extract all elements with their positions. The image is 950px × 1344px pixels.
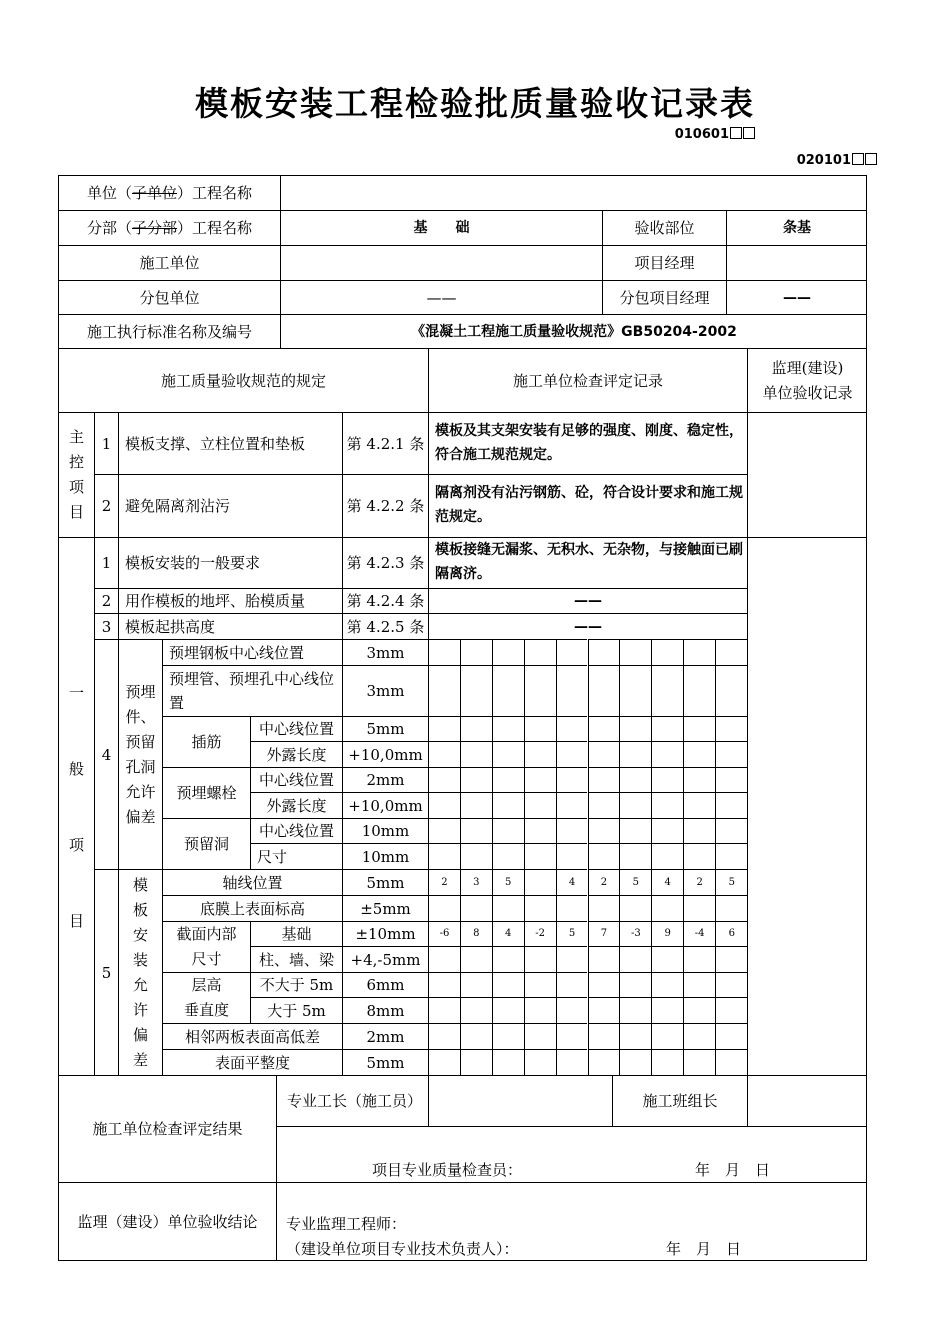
measurement-cell[interactable] bbox=[588, 792, 620, 818]
measurement-cell[interactable] bbox=[460, 972, 492, 997]
measurement-cell[interactable] bbox=[683, 741, 715, 767]
general-item-clause: 第 4.2.4 条 bbox=[342, 588, 428, 613]
sub-pm-label: 分包项目经理 bbox=[602, 280, 726, 314]
general-item-result[interactable]: 模板接缝无漏浆、无积水、无杂物，与接触面已刷隔离济。 bbox=[428, 537, 747, 588]
measurement-cell[interactable] bbox=[683, 1049, 715, 1075]
measurement-cell[interactable] bbox=[460, 895, 492, 921]
measurement-cell[interactable] bbox=[524, 1049, 556, 1075]
measurement-cell[interactable] bbox=[619, 792, 651, 818]
section-label: 截面内部 尺寸 bbox=[162, 921, 250, 972]
contractor-result-label: 施工单位检查评定结果 bbox=[58, 1075, 276, 1182]
page-title: 模板安装工程检验批质量验收记录表 bbox=[195, 84, 755, 123]
measurement-cell[interactable]: 4 bbox=[651, 869, 683, 895]
measurement-cell[interactable] bbox=[524, 767, 556, 792]
measurement-cell[interactable] bbox=[428, 997, 460, 1023]
measurement-cell[interactable] bbox=[524, 972, 556, 997]
measurement-cell[interactable] bbox=[524, 716, 556, 741]
measurement-cell[interactable]: 3 bbox=[460, 869, 492, 895]
bolt-center-label: 中心线位置 bbox=[250, 767, 342, 792]
measurement-cell[interactable] bbox=[715, 997, 747, 1023]
measurement-cell[interactable]: 2 bbox=[588, 869, 620, 895]
axis-tol: 5mm bbox=[342, 869, 428, 895]
measurement-cell[interactable] bbox=[492, 818, 524, 843]
measurement-cell[interactable]: -3 bbox=[619, 921, 651, 946]
measurement-cell[interactable] bbox=[492, 741, 524, 767]
measurement-cell[interactable] bbox=[588, 997, 620, 1023]
check-header: 施工单位检查评定记录 bbox=[428, 348, 747, 412]
main-item-name: 模板支撑、立柱位置和垫板 bbox=[118, 412, 342, 474]
main-items-label: 主 控 项 目 bbox=[58, 412, 94, 537]
measurement-cell[interactable] bbox=[524, 792, 556, 818]
measurement-cell[interactable]: 8 bbox=[460, 921, 492, 946]
measurement-cell[interactable] bbox=[460, 997, 492, 1023]
foreman-value[interactable] bbox=[428, 1075, 612, 1126]
flat-tol: 5mm bbox=[342, 1049, 428, 1075]
measurement-cell[interactable] bbox=[460, 946, 492, 972]
measurement-cell[interactable]: 7 bbox=[588, 921, 620, 946]
measurement-cell[interactable] bbox=[524, 665, 556, 716]
subcontractor-label: 分包单位 bbox=[58, 280, 280, 314]
measurement-cell[interactable] bbox=[588, 1049, 620, 1075]
main-item-result[interactable]: 隔离剂没有沾污钢筋、砼，符合设计要求和施工规范规定。 bbox=[428, 474, 747, 537]
item5-label: 模 板 安 装 允 许 偏 差 bbox=[118, 869, 162, 1075]
foundation-tol: ±10mm bbox=[342, 921, 428, 946]
hole-size-tol: 10mm bbox=[342, 843, 428, 869]
measurement-cell[interactable] bbox=[428, 946, 460, 972]
measurement-cell[interactable] bbox=[524, 946, 556, 972]
bolt-label: 预埋螺栓 bbox=[162, 767, 250, 818]
measurement-cell[interactable] bbox=[524, 818, 556, 843]
measurement-cell[interactable] bbox=[492, 665, 524, 716]
measurement-cell[interactable] bbox=[460, 639, 492, 665]
measurement-cell[interactable] bbox=[524, 869, 556, 895]
accept-part-label: 验收部位 bbox=[602, 210, 726, 245]
measurement-cell[interactable] bbox=[619, 665, 651, 716]
bottom-tol: ±5mm bbox=[342, 895, 428, 921]
measurement-cell[interactable] bbox=[651, 895, 683, 921]
measurement-cell[interactable] bbox=[524, 843, 556, 869]
bolt-expose-tol: +10,0mm bbox=[342, 792, 428, 818]
measurement-cell[interactable] bbox=[556, 843, 588, 869]
measurement-cell[interactable] bbox=[651, 818, 683, 843]
measurement-cell[interactable] bbox=[683, 843, 715, 869]
rebar-center-tol: 5mm bbox=[342, 716, 428, 741]
measurement-cell[interactable] bbox=[588, 946, 620, 972]
measurement-cell[interactable] bbox=[492, 895, 524, 921]
measurement-cell[interactable] bbox=[460, 1049, 492, 1075]
measurement-cell[interactable] bbox=[715, 946, 747, 972]
measurement-cell[interactable] bbox=[524, 639, 556, 665]
measurement-cell[interactable] bbox=[460, 716, 492, 741]
rebar-center-label: 中心线位置 bbox=[250, 716, 342, 741]
measurement-cell[interactable] bbox=[588, 1023, 620, 1049]
measurement-cell[interactable]: 6 bbox=[715, 921, 747, 946]
measurement-cell[interactable] bbox=[588, 741, 620, 767]
measurement-cell[interactable] bbox=[683, 639, 715, 665]
measurement-cell[interactable] bbox=[651, 997, 683, 1023]
measurement-cell[interactable] bbox=[556, 792, 588, 818]
bolt-center-tol: 2mm bbox=[342, 767, 428, 792]
measurement-cell[interactable] bbox=[651, 716, 683, 741]
measurement-cell[interactable] bbox=[524, 1023, 556, 1049]
general-item-clause: 第 4.2.5 条 bbox=[342, 613, 428, 639]
main-item-name: 避免隔离剂沾污 bbox=[118, 474, 342, 537]
hole-size-label: 尺寸 bbox=[250, 843, 342, 869]
measurement-cell[interactable] bbox=[651, 767, 683, 792]
measurement-cell[interactable] bbox=[460, 818, 492, 843]
unit-name-value[interactable] bbox=[280, 175, 867, 210]
measurement-cell[interactable] bbox=[683, 792, 715, 818]
measurement-cell[interactable] bbox=[492, 792, 524, 818]
measurement-cell[interactable] bbox=[428, 1049, 460, 1075]
measurement-cell[interactable] bbox=[715, 716, 747, 741]
main-item-no: 2 bbox=[94, 474, 118, 537]
measurement-cell[interactable] bbox=[492, 997, 524, 1023]
part-name-value[interactable]: 基 础 bbox=[280, 210, 602, 245]
measurement-cell[interactable] bbox=[619, 639, 651, 665]
measurement-cell[interactable] bbox=[492, 843, 524, 869]
standard-label: 施工执行标准名称及编号 bbox=[58, 314, 280, 348]
measurement-cell[interactable] bbox=[428, 792, 460, 818]
measurement-cell[interactable] bbox=[683, 946, 715, 972]
measurement-cell[interactable] bbox=[428, 895, 460, 921]
measurement-cell[interactable] bbox=[651, 639, 683, 665]
spec-header: 施工质量验收规范的规定 bbox=[58, 348, 428, 412]
measurement-cell[interactable] bbox=[428, 639, 460, 665]
supervise-conclusion-label: 监理（建设）单位验收结论 bbox=[58, 1182, 276, 1261]
measurement-cell[interactable] bbox=[460, 741, 492, 767]
measurement-cell[interactable]: 4 bbox=[556, 869, 588, 895]
foreman-label: 专业工长（施工员） bbox=[276, 1075, 428, 1126]
measurement-cell[interactable] bbox=[683, 1023, 715, 1049]
measurement-cell[interactable] bbox=[588, 843, 620, 869]
general-item-name: 模板安装的一般要求 bbox=[118, 537, 342, 588]
form-code-1: 010601 bbox=[675, 127, 755, 142]
measurement-cell[interactable] bbox=[715, 818, 747, 843]
measurement-cell[interactable] bbox=[556, 716, 588, 741]
flat-label: 表面平整度 bbox=[162, 1049, 342, 1075]
main-item-no: 1 bbox=[94, 412, 118, 474]
team-leader-value[interactable] bbox=[747, 1075, 867, 1126]
foundation-label: 基础 bbox=[250, 921, 342, 946]
measurement-cell[interactable] bbox=[556, 665, 588, 716]
rebar-label: 插筋 bbox=[162, 716, 250, 767]
measurement-cell[interactable] bbox=[556, 895, 588, 921]
le5-tol: 6mm bbox=[342, 972, 428, 997]
supervise-header: 监理(建设) 单位验收记录 bbox=[747, 348, 867, 412]
measurement-cell[interactable] bbox=[715, 1049, 747, 1075]
measurement-cell[interactable] bbox=[619, 818, 651, 843]
general-item-result[interactable]: —— bbox=[428, 588, 747, 613]
measurement-cell[interactable] bbox=[651, 1049, 683, 1075]
measurement-cell[interactable] bbox=[715, 741, 747, 767]
adjacent-label: 相邻两板表面高低差 bbox=[162, 1023, 342, 1049]
measurement-cell[interactable] bbox=[588, 639, 620, 665]
measurement-cell[interactable] bbox=[460, 1023, 492, 1049]
contractor-label: 施工单位 bbox=[58, 245, 280, 280]
measurement-cell[interactable] bbox=[588, 972, 620, 997]
measurement-cell[interactable]: -4 bbox=[683, 921, 715, 946]
measurement-cell[interactable] bbox=[651, 843, 683, 869]
rebar-expose-tol: +10,0mm bbox=[342, 741, 428, 767]
embed-plate-tol: 3mm bbox=[342, 639, 428, 665]
adjacent-tol: 2mm bbox=[342, 1023, 428, 1049]
engineer-label: 专业监理工程师： bbox=[286, 1215, 407, 1233]
measurement-cell[interactable] bbox=[619, 843, 651, 869]
bottom-label: 底膜上表面标高 bbox=[162, 895, 342, 921]
measurement-cell[interactable] bbox=[556, 818, 588, 843]
measurement-cell[interactable]: -6 bbox=[428, 921, 460, 946]
team-leader-label: 施工班组长 bbox=[612, 1075, 747, 1126]
measurement-cell[interactable] bbox=[556, 1023, 588, 1049]
measurement-cell[interactable] bbox=[492, 972, 524, 997]
measurement-cell[interactable] bbox=[683, 818, 715, 843]
measurement-cell[interactable] bbox=[428, 1023, 460, 1049]
axis-label: 轴线位置 bbox=[162, 869, 342, 895]
general-item-clause: 第 4.2.3 条 bbox=[342, 537, 428, 588]
sub-pm-value[interactable]: —— bbox=[726, 280, 867, 314]
general-item-no: 2 bbox=[94, 588, 118, 613]
embed-pipe-tol: 3mm bbox=[342, 665, 428, 716]
measurement-cell[interactable] bbox=[492, 716, 524, 741]
measurement-cell[interactable] bbox=[715, 792, 747, 818]
measurement-cell[interactable] bbox=[619, 741, 651, 767]
measurement-cell[interactable] bbox=[556, 1049, 588, 1075]
measurement-cell[interactable]: 5 bbox=[619, 869, 651, 895]
measurement-cell[interactable] bbox=[524, 741, 556, 767]
measurement-cell[interactable] bbox=[556, 946, 588, 972]
item4-no: 4 bbox=[94, 639, 118, 869]
measurement-cell[interactable] bbox=[619, 716, 651, 741]
measurement-cell[interactable] bbox=[619, 997, 651, 1023]
measurement-cell[interactable] bbox=[683, 665, 715, 716]
measurement-cell[interactable] bbox=[651, 741, 683, 767]
measurement-cell[interactable] bbox=[428, 716, 460, 741]
measurement-cell[interactable] bbox=[524, 997, 556, 1023]
le5-label: 不大于 5m bbox=[250, 972, 342, 997]
form-code-2: 020101 bbox=[797, 153, 877, 168]
pm-label: 项目经理 bbox=[602, 245, 726, 280]
measurement-cell[interactable] bbox=[428, 843, 460, 869]
measurement-cell[interactable] bbox=[460, 665, 492, 716]
standard-value[interactable]: 《混凝土工程施工质量验收规范》GB50204-2002 bbox=[280, 314, 867, 348]
measurement-cell[interactable] bbox=[619, 1023, 651, 1049]
general-item-name: 用作模板的地坪、胎模质量 bbox=[118, 588, 342, 613]
measurement-cell[interactable] bbox=[588, 895, 620, 921]
measurement-cell[interactable]: 2 bbox=[683, 869, 715, 895]
item5-no: 5 bbox=[94, 869, 118, 1075]
measurement-cell[interactable] bbox=[619, 972, 651, 997]
general-item-no: 3 bbox=[94, 613, 118, 639]
hole-center-label: 中心线位置 bbox=[250, 818, 342, 843]
owner-rep-label: （建设单位项目专业技术负责人）： bbox=[286, 1240, 519, 1258]
main-items-supervise[interactable] bbox=[747, 412, 867, 537]
general-item-name: 模板起拱高度 bbox=[118, 613, 342, 639]
measurement-cell[interactable] bbox=[715, 972, 747, 997]
measurement-cell[interactable] bbox=[619, 895, 651, 921]
measurement-cell[interactable] bbox=[683, 767, 715, 792]
measurement-cell[interactable] bbox=[492, 767, 524, 792]
item4-label: 预埋 件、 预留 孔洞 允许 偏差 bbox=[118, 639, 162, 869]
accept-part-value[interactable]: 条基 bbox=[726, 210, 867, 245]
measurement-cell[interactable] bbox=[683, 997, 715, 1023]
measurement-cell[interactable] bbox=[460, 843, 492, 869]
general-items-label: 一 般 项 目 bbox=[58, 537, 94, 1075]
measurement-cell[interactable] bbox=[492, 1049, 524, 1075]
measurement-cell[interactable]: 5 bbox=[492, 869, 524, 895]
pm-value[interactable] bbox=[726, 245, 867, 280]
measurement-cell[interactable] bbox=[588, 716, 620, 741]
vertical-label: 层高 垂直度 bbox=[162, 972, 250, 1023]
contractor-value[interactable] bbox=[280, 245, 602, 280]
measurement-cell[interactable] bbox=[556, 972, 588, 997]
general-item-no: 1 bbox=[94, 537, 118, 588]
measurement-cell[interactable] bbox=[492, 639, 524, 665]
measurement-cell[interactable] bbox=[428, 818, 460, 843]
measurement-cell[interactable] bbox=[619, 767, 651, 792]
measurement-cell[interactable] bbox=[428, 741, 460, 767]
main-item-result[interactable]: 模板及其支架安装有足够的强度、刚度、稳定性，符合施工规范规定。 bbox=[428, 412, 747, 474]
measurement-cell[interactable] bbox=[715, 665, 747, 716]
measurement-cell[interactable] bbox=[556, 767, 588, 792]
measurement-cell[interactable] bbox=[683, 895, 715, 921]
gt5-label: 大于 5m bbox=[250, 997, 342, 1023]
gt5-tol: 8mm bbox=[342, 997, 428, 1023]
measurement-cell[interactable]: 9 bbox=[651, 921, 683, 946]
measurement-cell[interactable] bbox=[651, 665, 683, 716]
part-name-label: 分部（ 子分部 ）工程名称 bbox=[58, 210, 280, 245]
unit-name-label: 单位（ 子单位 ）工程名称 bbox=[58, 175, 280, 210]
measurement-cell[interactable] bbox=[556, 639, 588, 665]
measurement-cell[interactable] bbox=[619, 946, 651, 972]
measurement-cell[interactable] bbox=[492, 946, 524, 972]
column-tol: +4,-5mm bbox=[342, 946, 428, 972]
measurement-cell[interactable] bbox=[683, 716, 715, 741]
measurement-cell[interactable] bbox=[428, 665, 460, 716]
measurement-cell[interactable]: 5 bbox=[715, 869, 747, 895]
measurement-cell[interactable] bbox=[683, 972, 715, 997]
supervise-date: 年 月 日 bbox=[666, 1240, 742, 1258]
measurement-cell[interactable] bbox=[588, 818, 620, 843]
measurement-cell[interactable] bbox=[588, 767, 620, 792]
measurement-cell[interactable] bbox=[460, 792, 492, 818]
measurement-cell[interactable] bbox=[524, 895, 556, 921]
inspector-date: 年 月 日 bbox=[695, 1161, 771, 1179]
column-label: 柱、墙、梁 bbox=[250, 946, 342, 972]
embed-pipe-label: 预埋管、预埋孔中心线位置 bbox=[162, 665, 342, 716]
hole-label: 预留洞 bbox=[162, 818, 250, 869]
general-item-result[interactable]: —— bbox=[428, 613, 747, 639]
inspector-area[interactable] bbox=[276, 1126, 867, 1182]
measurement-cell[interactable] bbox=[556, 741, 588, 767]
main-item-clause: 第 4.2.2 条 bbox=[342, 474, 428, 537]
measurement-cell[interactable]: 5 bbox=[556, 921, 588, 946]
measurement-cell[interactable] bbox=[715, 1023, 747, 1049]
measurement-cell[interactable] bbox=[460, 767, 492, 792]
measurement-cell[interactable] bbox=[715, 639, 747, 665]
embed-plate-label: 预埋钢板中心线位置 bbox=[162, 639, 342, 665]
measurement-cell[interactable]: 2 bbox=[428, 869, 460, 895]
measurement-cell[interactable] bbox=[556, 997, 588, 1023]
measurement-cell[interactable] bbox=[651, 946, 683, 972]
measurement-cell[interactable] bbox=[619, 1049, 651, 1075]
measurement-cell[interactable] bbox=[715, 767, 747, 792]
inspector-label: 项目专业质量检查员： bbox=[372, 1161, 523, 1179]
measurement-cell[interactable] bbox=[428, 972, 460, 997]
general-items-supervise[interactable] bbox=[747, 537, 867, 1075]
subcontractor-value[interactable]: —— bbox=[280, 280, 602, 314]
bolt-expose-label: 外露长度 bbox=[250, 792, 342, 818]
measurement-cell[interactable]: 4 bbox=[492, 921, 524, 946]
hole-center-tol: 10mm bbox=[342, 818, 428, 843]
measurement-cell[interactable] bbox=[715, 843, 747, 869]
measurement-cell[interactable] bbox=[715, 895, 747, 921]
measurement-cell[interactable]: -2 bbox=[524, 921, 556, 946]
measurement-cell[interactable] bbox=[651, 972, 683, 997]
measurement-cell[interactable] bbox=[428, 767, 460, 792]
measurement-cell[interactable] bbox=[492, 1023, 524, 1049]
measurement-cell[interactable] bbox=[651, 1023, 683, 1049]
main-item-clause: 第 4.2.1 条 bbox=[342, 412, 428, 474]
rebar-expose-label: 外露长度 bbox=[250, 741, 342, 767]
measurement-cell[interactable] bbox=[588, 665, 620, 716]
measurement-cell[interactable] bbox=[651, 792, 683, 818]
